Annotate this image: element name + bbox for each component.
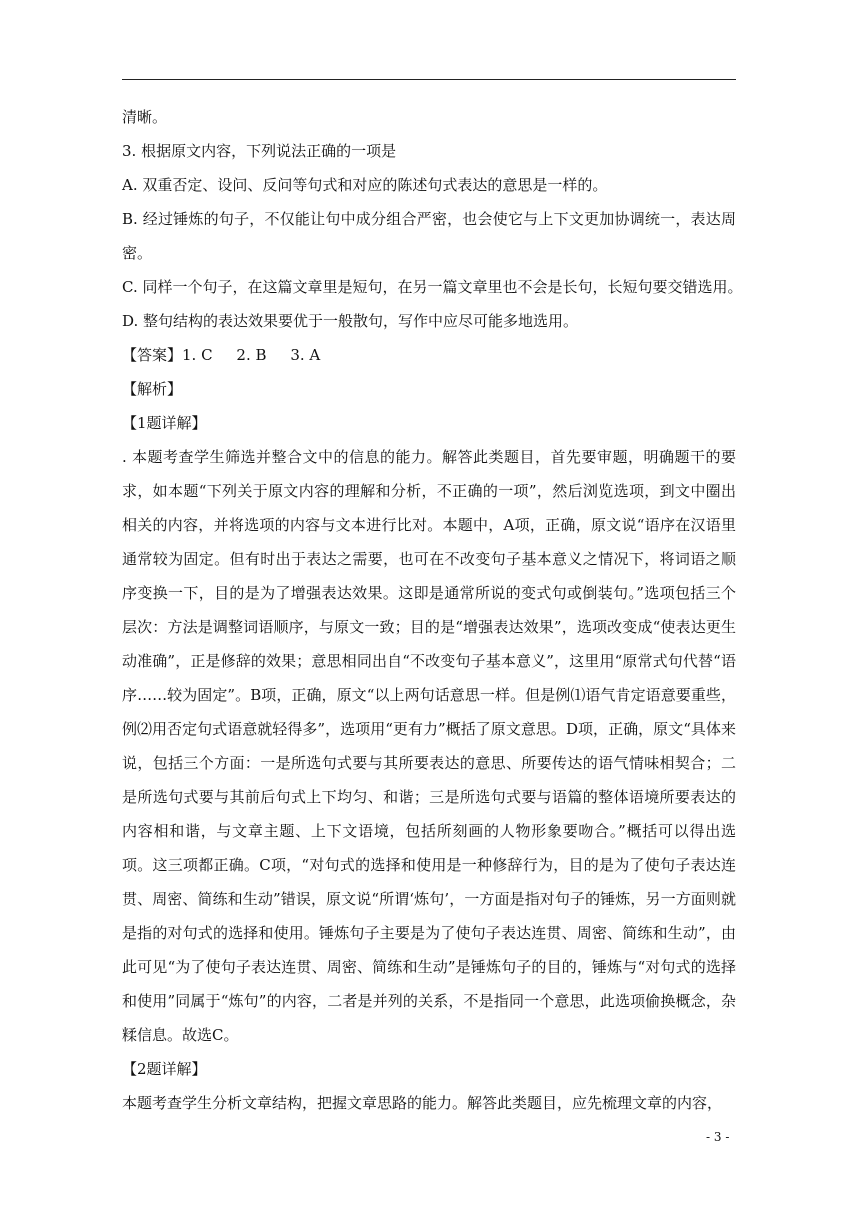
option-a: A. 双重否定、设问、反问等句式和对应的陈述句式表达的意思是一样的。	[122, 176, 608, 194]
question-3-stem: 3. 根据原文内容，下列说法正确的一项是	[122, 142, 397, 160]
q2-heading: 【2题详解】	[122, 1060, 207, 1078]
continued-text: 清晰。	[122, 108, 168, 126]
q2-explanation: 本题考查学生分析文章结构，把握文章思路的能力。解答此类题目，应先梳理文章的内容，	[122, 1094, 723, 1112]
q1-heading: 【1题详解】	[122, 414, 207, 432]
page-content	[122, 100, 743, 1120]
option-d: D. 整句结构的表达效果要优于一般散句，写作中应尽可能多地选用。	[122, 312, 579, 330]
option-c: C. 同样一个句子，在这篇文章里是短句，在另一篇文章里也不会是长句，长短句要交错选用。	[122, 278, 743, 296]
page-number: - 3 -	[706, 1130, 730, 1144]
header-rule	[122, 79, 736, 80]
answer-line: 【答案】1. C 2. B 3. A	[122, 346, 321, 364]
analysis-label: 【解析】	[122, 380, 183, 398]
option-b: B. 经过锤炼的句子，不仅能让句中成分组合严密，也会使它与上下文更加协调统一，表达周密。	[122, 210, 736, 262]
q1-explanation: . 本题考查学生筛选并整合文中的信息的能力。解答此类题目，首先要审题，明确题干的要求，如本题“下列关于原文内容的理解和分析，不正确的一项”，然后浏览选项，到文中圈出相关的内容，并将选项的内容与文本进行比对。本题中，A项，正确，原文说“语序在汉语里通常较为固定。但有时出于表达之需要，也可在不改变句子基本意义之情况下，将词语之顺序变换一下，目的是为了增强表达效果。这即是通常所说的变式句或倒装句。”选项包括三个层次：方法是调整词语顺序，与原文一致；目的是“增强表达效果”，选项改变成“使表达更生动准确”，正是修辞的效果；意思相同出自“不改变句子基本意义”，这里用“原常式句代替“语序……较为固定”。B项，正确，原文“以上两句话意思一样。但是例⑴语气肯定语意要重些，例⑵用否定句式语意就轻得多”，选项用“更有力”概括了原文意思。D项，正确，原文“具体来说，包括三个方面：一是所选句式要与其所要表达的意思、所要传达的语气情味相契合；二是所选句式要与其前后句式上下均匀、和谐；三是所选句式要与语篇的整体语境所要表达的内容相和谐，与文章主题、上下文语境，包括所刻画的人物形象要吻合。”概括可以得出选项。这三项都正确。C项，“对句式的选择和使用是一种修辞行为，目的是为了使句子表达连贯、周密、简练和生动”错误，原文说“所谓‘炼句’，一方面是指对句子的锤炼，另一方面则就是指的对句式的选择和使用。锤炼句子主要是为了使句子表达连贯、周密、简练和生动”，由此可见“为了使句子表达连贯、周密、简练和生动”是锤炼句子的目的，锤炼与“对句式的选择和使用”同属于“炼句”的内容，二者是并列的关系，不是指同一个意思，此选项偷换概念，杂糅信息。故选C。	[122, 448, 736, 1044]
